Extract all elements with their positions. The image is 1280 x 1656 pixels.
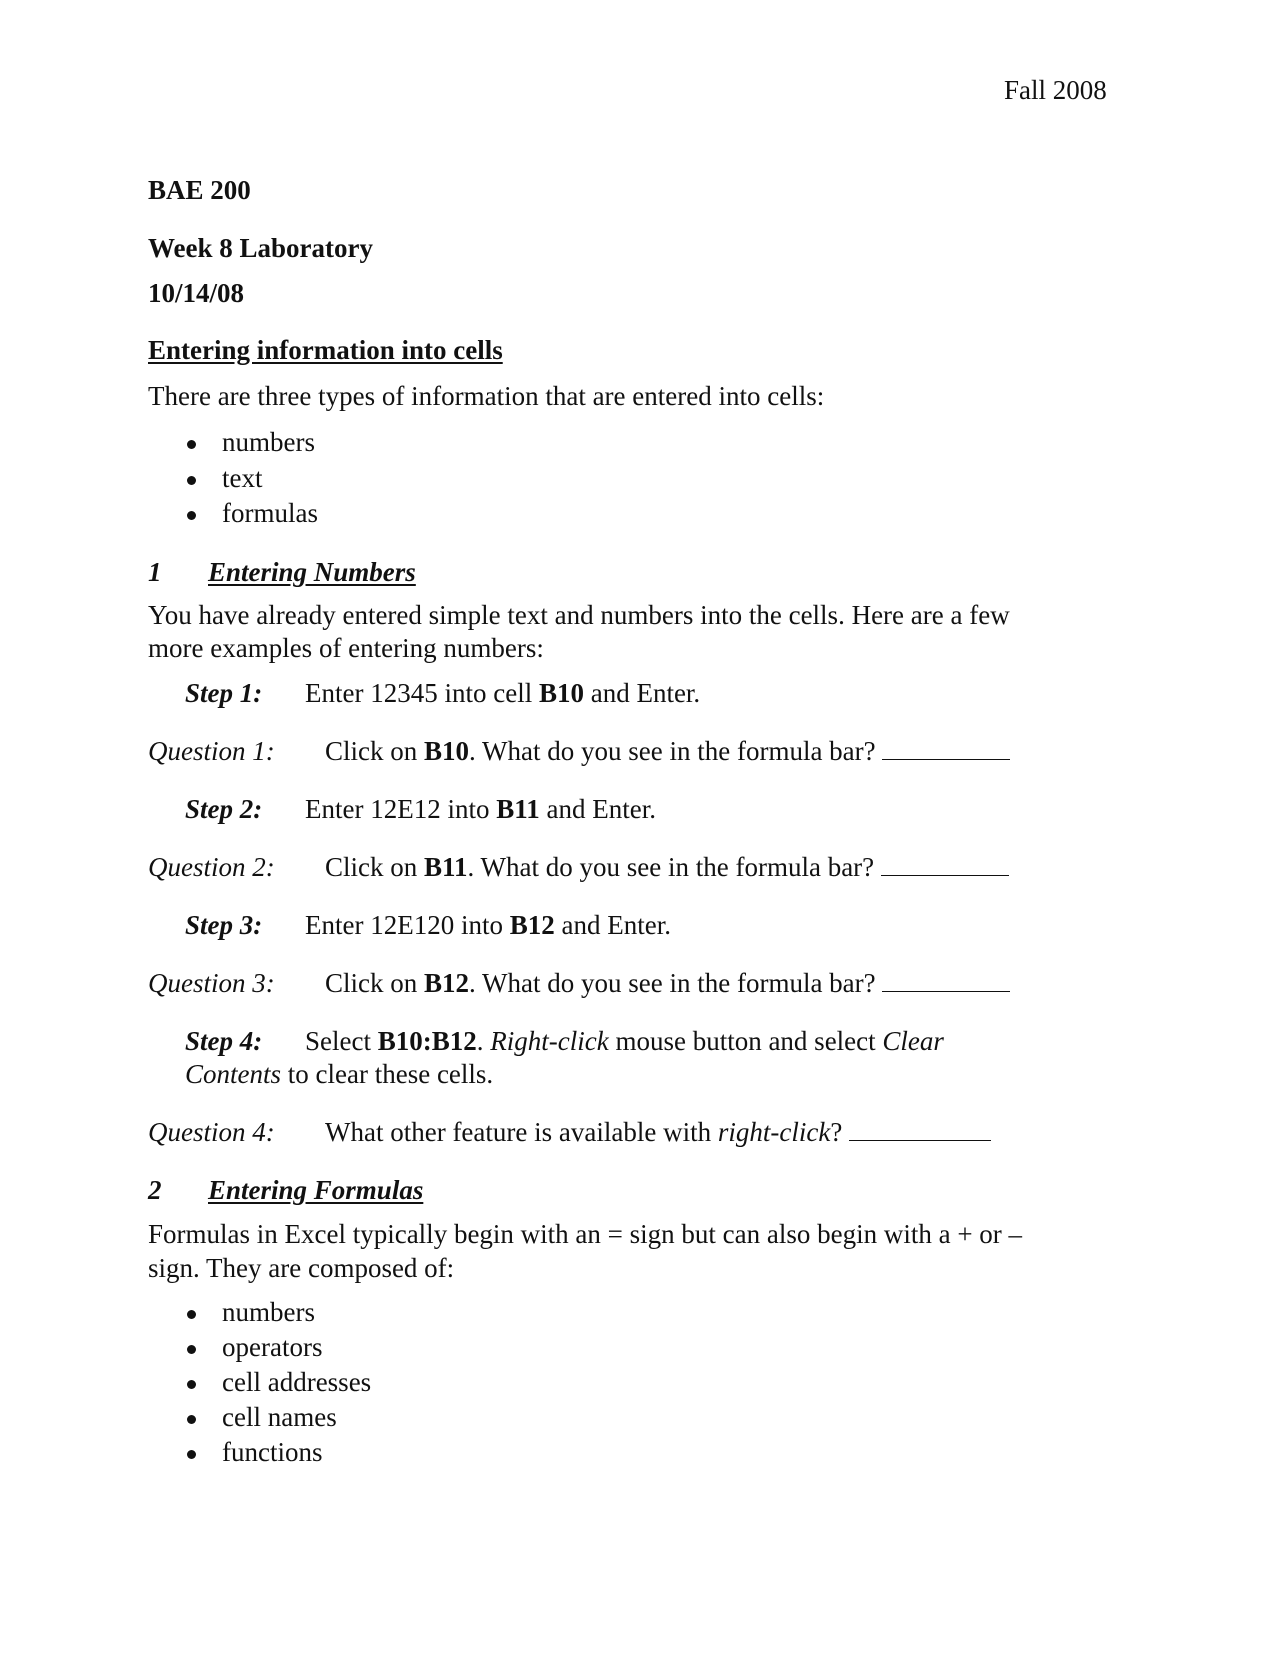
cell-range: B10:B12 [377, 1026, 477, 1056]
answer-blank[interactable] [882, 737, 1010, 760]
step2-label: Step 2: [185, 794, 263, 824]
bullet-dot [187, 1380, 196, 1389]
bullet-dot [187, 440, 196, 449]
step4-label: Step 4: [185, 1026, 263, 1056]
step3-text: Enter 12E120 into B12 and Enter. [305, 910, 671, 940]
cell-ref: B11 [424, 852, 468, 882]
section2-para-line2: sign. They are composed of: [148, 1253, 455, 1283]
cell-ref: B10 [538, 678, 584, 708]
lab-date: 10/14/08 [148, 278, 245, 308]
intro-bullet-3: formulas [222, 498, 318, 528]
section2-bullet-4: cell names [222, 1402, 337, 1432]
intro-bullet-1: numbers [222, 427, 315, 457]
header-term: Fall 2008 [1004, 75, 1107, 105]
bullet-dot [187, 511, 196, 520]
section1-title: Entering Numbers [208, 557, 416, 587]
intro-text: There are three types of information that are entered into cells: [148, 381, 825, 411]
cell-ref: B12 [509, 910, 555, 940]
question4-text: What other feature is available with right-click? [325, 1116, 991, 1148]
section2-bullet-1: numbers [222, 1297, 315, 1327]
bullet-dot [187, 476, 196, 485]
step4-text-line1: Select B10:B12. Right-click mouse button and select Clear [305, 1026, 944, 1056]
answer-blank[interactable] [882, 969, 1010, 992]
step3-label: Step 3: [185, 910, 263, 940]
bullet-dot [187, 1415, 196, 1424]
cell-ref: B11 [496, 794, 540, 824]
step2-text: Enter 12E12 into B11 and Enter. [305, 794, 656, 824]
question2-label: Question 2: [148, 852, 275, 882]
bullet-dot [187, 1310, 196, 1319]
section2-bullet-2: operators [222, 1332, 323, 1362]
intro-heading: Entering information into cells [148, 335, 503, 365]
lab-title: Week 8 Laboratory [148, 233, 373, 263]
section1-number: 1 [148, 557, 162, 587]
answer-blank[interactable] [881, 853, 1009, 876]
step1-text: Enter 12345 into cell B10 and Enter. [305, 678, 701, 708]
cell-ref: B12 [424, 968, 470, 998]
step1-label: Step 1: [185, 678, 263, 708]
question4-label: Question 4: [148, 1117, 275, 1147]
section2-bullet-5: functions [222, 1437, 323, 1467]
section2-title: Entering Formulas [208, 1175, 424, 1205]
question3-label: Question 3: [148, 968, 275, 998]
section2-bullet-3: cell addresses [222, 1367, 372, 1397]
question3-text: Click on B12. What do you see in the formula bar? [325, 967, 1010, 999]
intro-bullet-2: text [222, 463, 263, 493]
question1-text: Click on B10. What do you see in the formula bar? [325, 735, 1010, 767]
section2-number: 2 [148, 1175, 162, 1205]
bullet-dot [187, 1345, 196, 1354]
bullet-dot [187, 1450, 196, 1459]
answer-blank[interactable] [849, 1118, 991, 1141]
step4-text-line2: Contents to clear these cells. [185, 1059, 494, 1089]
section1-para-line1: You have already entered simple text and numbers into the cells. Here are a few [148, 600, 1010, 630]
section2-para-line1: Formulas in Excel typically begin with an = sign but can also begin with a + or – [148, 1219, 1023, 1249]
section1-para-line2: more examples of entering numbers: [148, 633, 544, 663]
question2-text: Click on B11. What do you see in the formula bar? [325, 851, 1009, 883]
course-code: BAE 200 [148, 175, 251, 205]
cell-ref: B10 [424, 736, 470, 766]
question1-label: Question 1: [148, 736, 275, 766]
